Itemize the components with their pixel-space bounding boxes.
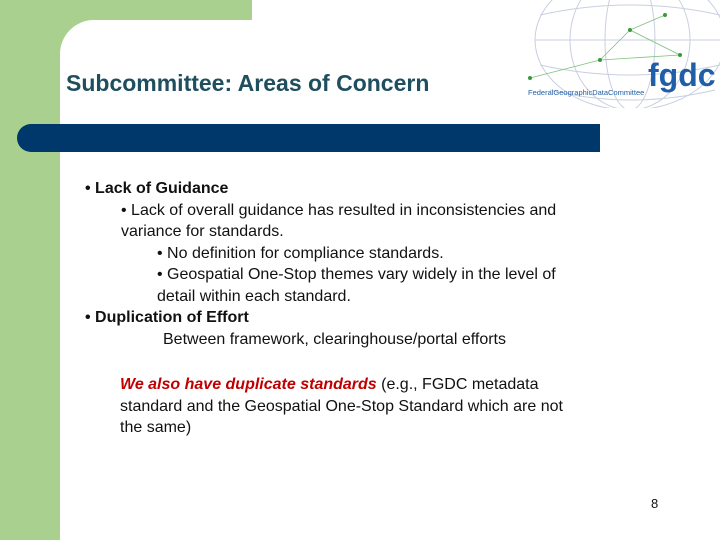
- sub-sub-bullet-themes-vary-cont: detail within each standard.: [157, 287, 351, 305]
- bullet-list: [85, 178, 645, 350]
- note-emphasis: We also have duplicate standards: [120, 376, 377, 393]
- fgdc-logo: [480, 0, 720, 108]
- logo-wordmark: fgdc: [648, 57, 716, 93]
- sub-sub-bullet-themes-vary: • Geospatial One-Stop themes vary widely in the level of: [157, 266, 556, 283]
- sub-bullet-overall-guidance-cont: variance for standards.: [121, 223, 284, 240]
- note-line1-rest: (e.g., FGDC metadata: [376, 376, 539, 393]
- bullet-duplication-of-effort: • Duplication of Effort: [85, 309, 249, 326]
- bullet-lack-of-guidance: • Lack of Guidance: [85, 180, 229, 197]
- sub-bullet-overall-guidance: • Lack of overall guidance has resulted in inconsistencies and: [121, 201, 557, 219]
- slide-title: Subcommittee: Areas of Concern: [66, 70, 430, 96]
- duplicate-standards-note: [120, 374, 640, 439]
- note-line3: the same): [120, 419, 192, 436]
- page-number: 8: [651, 496, 659, 511]
- title-rule-bar: [17, 124, 600, 152]
- sub-bullet-between-framework: Between framework, clearinghouse/portal efforts: [163, 330, 506, 348]
- note-line2: standard and the Geospatial One-Stop Standard which are not: [120, 397, 563, 415]
- sub-sub-bullet-no-definition: • No definition for compliance standards.: [157, 244, 444, 262]
- logo-tagline: FederalGeographicDataCommittee: [528, 88, 645, 97]
